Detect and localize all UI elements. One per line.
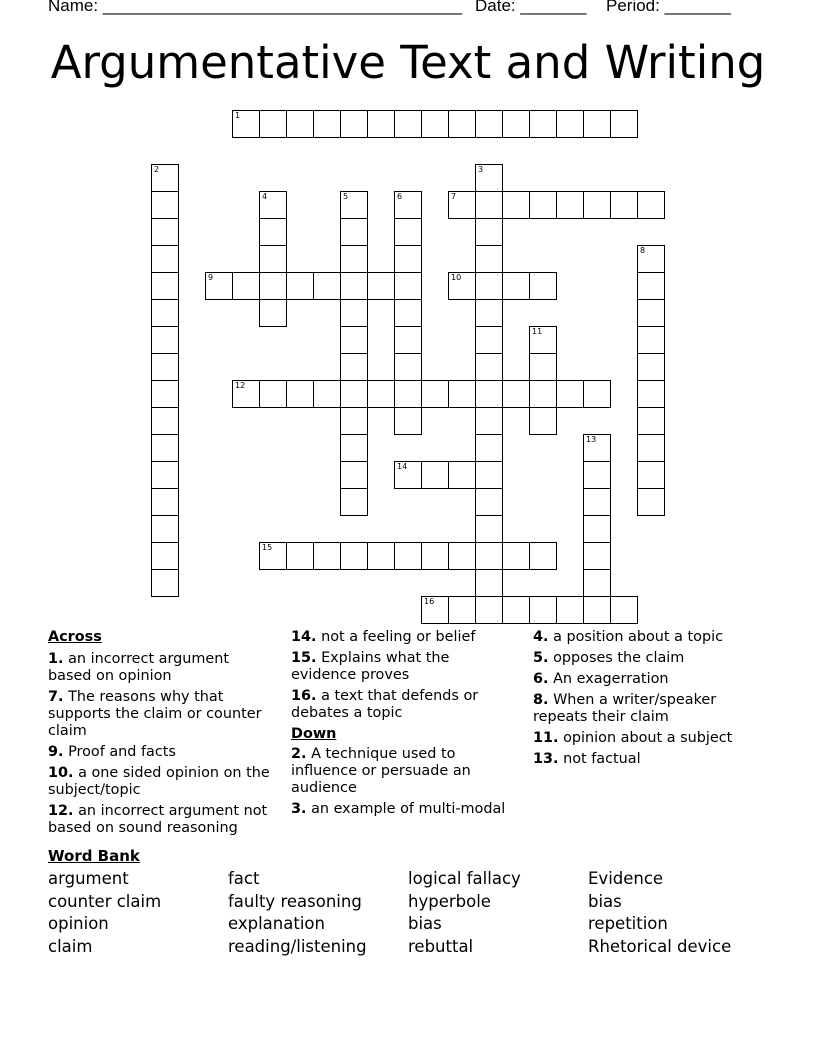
crossword-cell[interactable]	[637, 461, 665, 489]
crossword-cell[interactable]	[475, 245, 503, 273]
crossword-cell[interactable]	[556, 110, 584, 138]
cell-number: 13	[586, 435, 597, 444]
crossword-cell[interactable]	[448, 110, 476, 138]
clue-number: 5.	[533, 650, 549, 666]
cell-number: 12	[235, 381, 246, 390]
crossword-cell[interactable]	[637, 380, 665, 408]
crossword-cell[interactable]	[151, 380, 179, 408]
crossword-cell[interactable]	[637, 326, 665, 354]
word-bank-item: logical fallacy	[408, 869, 521, 888]
crossword-cell[interactable]	[583, 488, 611, 516]
crossword-cell[interactable]	[340, 191, 368, 219]
crossword-cell[interactable]	[151, 272, 179, 300]
cell-number: 14	[397, 462, 408, 471]
crossword-cell[interactable]	[475, 461, 503, 489]
clue-across-9	[48, 744, 276, 761]
crossword-cell[interactable]	[151, 353, 179, 381]
crossword-cell[interactable]	[259, 218, 287, 246]
crossword-cell[interactable]	[259, 542, 287, 570]
word-bank-item: Rhetorical device	[588, 937, 732, 956]
word-bank-item: bias	[408, 914, 442, 933]
crossword-cell[interactable]	[151, 461, 179, 489]
crossword-cell[interactable]	[313, 272, 341, 300]
crossword-cell[interactable]	[394, 461, 422, 489]
crossword-cell[interactable]	[502, 110, 530, 138]
crossword-cell[interactable]	[502, 191, 530, 219]
crossword-cell[interactable]	[502, 596, 530, 624]
across-heading: Across	[48, 629, 102, 645]
crossword-cell[interactable]	[610, 110, 638, 138]
clue-down-13	[533, 751, 773, 768]
clue-number: 15.	[291, 650, 317, 666]
crossword-cell[interactable]	[475, 110, 503, 138]
crossword-cell[interactable]	[421, 542, 449, 570]
crossword-cell[interactable]	[367, 272, 395, 300]
clue-across-16	[291, 688, 509, 722]
clue-text: an incorrect argument based on opinion	[48, 651, 230, 684]
crossword-cell[interactable]	[475, 326, 503, 354]
crossword-cell[interactable]	[394, 218, 422, 246]
crossword-cell[interactable]	[313, 542, 341, 570]
cell-number: 3	[478, 165, 484, 174]
clue-down-2	[291, 746, 509, 797]
crossword-cell[interactable]	[475, 434, 503, 462]
crossword-cell[interactable]	[394, 380, 422, 408]
clue-text: An exagerration	[553, 671, 669, 687]
crossword-cell[interactable]	[448, 596, 476, 624]
name-field-label: Name: ______________________________________	[48, 0, 463, 15]
crossword-cell[interactable]	[151, 515, 179, 543]
cell-number: 10	[451, 273, 462, 282]
period-field-label: Period: _______	[606, 0, 731, 15]
word-bank-item: counter claim	[48, 892, 162, 911]
crossword-cell[interactable]	[259, 245, 287, 273]
crossword-cell[interactable]	[394, 245, 422, 273]
clue-text: A technique used to influence or persuade an audience	[291, 746, 471, 796]
clue-number: 12.	[48, 803, 74, 819]
crossword-cell[interactable]	[475, 191, 503, 219]
cell-number: 6	[397, 192, 403, 201]
crossword-cell[interactable]	[232, 110, 260, 138]
crossword-cell[interactable]	[340, 353, 368, 381]
crossword-cell[interactable]	[394, 326, 422, 354]
clue-text: When a writer/speaker repeats their claim	[533, 692, 717, 725]
clue-down-6	[533, 671, 773, 688]
crossword-cell[interactable]	[583, 569, 611, 597]
crossword-cell[interactable]	[286, 110, 314, 138]
word-bank-item: claim	[48, 937, 93, 956]
clue-number: 9.	[48, 744, 64, 760]
crossword-cell[interactable]	[151, 542, 179, 570]
crossword-cell[interactable]	[340, 245, 368, 273]
clue-number: 8.	[533, 692, 549, 708]
crossword-cell[interactable]	[502, 542, 530, 570]
crossword-cell[interactable]	[151, 191, 179, 219]
clue-text: Proof and facts	[68, 744, 176, 760]
word-bank-item: bias	[588, 892, 622, 911]
clue-across-1	[48, 651, 276, 685]
clue-text: not a feeling or belief	[321, 629, 476, 645]
cell-number: 11	[532, 327, 543, 336]
crossword-cell[interactable]	[259, 191, 287, 219]
crossword-cell[interactable]	[151, 164, 179, 192]
crossword-cell[interactable]	[448, 191, 476, 219]
word-bank-item: reading/listening	[228, 937, 367, 956]
crossword-cell[interactable]	[232, 380, 260, 408]
crossword-cell[interactable]	[529, 272, 557, 300]
cell-number: 1	[235, 111, 241, 120]
crossword-cell[interactable]	[583, 380, 611, 408]
crossword-cell[interactable]	[421, 110, 449, 138]
cell-number: 15	[262, 543, 273, 552]
crossword-cell[interactable]	[637, 488, 665, 516]
crossword-cell[interactable]	[529, 110, 557, 138]
cell-number: 16	[424, 597, 435, 606]
clue-text: an incorrect argument not based on sound reasoning	[48, 803, 268, 836]
crossword-cell[interactable]	[340, 218, 368, 246]
crossword-cell[interactable]	[313, 110, 341, 138]
crossword-cell[interactable]	[583, 542, 611, 570]
clue-text: The reasons why that supports the claim or counter claim	[48, 689, 262, 739]
crossword-cell[interactable]	[340, 326, 368, 354]
crossword-cell[interactable]	[610, 596, 638, 624]
crossword-cell[interactable]	[340, 110, 368, 138]
clue-across-7	[48, 689, 276, 740]
cell-number: 2	[154, 165, 160, 174]
crossword-cell[interactable]	[286, 542, 314, 570]
clue-number: 6.	[533, 671, 549, 687]
word-bank-item: faulty reasoning	[228, 892, 362, 911]
clue-text: a text that defends or debates a topic	[291, 688, 479, 721]
clues-column-2	[291, 629, 509, 822]
crossword-cell[interactable]	[637, 191, 665, 219]
crossword-cell[interactable]	[583, 191, 611, 219]
crossword-cell[interactable]	[394, 542, 422, 570]
crossword-cell[interactable]	[205, 272, 233, 300]
crossword-cell[interactable]	[529, 542, 557, 570]
crossword-cell[interactable]	[610, 191, 638, 219]
crossword-cell[interactable]	[502, 380, 530, 408]
crossword-cell[interactable]	[502, 272, 530, 300]
crossword-cell[interactable]	[529, 326, 557, 354]
crossword-cell[interactable]	[340, 542, 368, 570]
word-bank-item: fact	[228, 869, 260, 888]
word-bank-item: explanation	[228, 914, 325, 933]
crossword-cell[interactable]	[583, 434, 611, 462]
crossword-cell[interactable]	[151, 326, 179, 354]
crossword-cell[interactable]	[367, 380, 395, 408]
clue-down-3	[291, 801, 509, 818]
crossword-cell[interactable]	[394, 191, 422, 219]
crossword-cell[interactable]	[394, 110, 422, 138]
clue-number: 7.	[48, 689, 64, 705]
crossword-cell[interactable]	[151, 434, 179, 462]
crossword-cell[interactable]	[475, 164, 503, 192]
crossword-cell[interactable]	[637, 407, 665, 435]
crossword-cell[interactable]	[259, 299, 287, 327]
crossword-cell[interactable]	[394, 353, 422, 381]
crossword-cell[interactable]	[394, 407, 422, 435]
crossword-cell[interactable]	[475, 596, 503, 624]
crossword-cell[interactable]	[151, 245, 179, 273]
clue-number: 10.	[48, 765, 74, 781]
crossword-cell[interactable]	[475, 299, 503, 327]
clue-across-15	[291, 650, 509, 684]
crossword-cell[interactable]	[475, 380, 503, 408]
crossword-cell[interactable]	[475, 569, 503, 597]
word-bank-item: repetition	[588, 914, 668, 933]
clue-number: 1.	[48, 651, 64, 667]
crossword-cell[interactable]	[529, 380, 557, 408]
crossword-cell[interactable]	[556, 596, 584, 624]
crossword-cell[interactable]	[583, 110, 611, 138]
word-bank-item: hyperbole	[408, 892, 491, 911]
crossword-cell[interactable]	[475, 218, 503, 246]
crossword-cell[interactable]	[448, 542, 476, 570]
clue-text: opposes the claim	[553, 650, 685, 666]
clue-number: 2.	[291, 746, 307, 762]
crossword-cell[interactable]	[367, 110, 395, 138]
crossword-cell[interactable]	[394, 299, 422, 327]
clue-down-8	[533, 692, 773, 726]
cell-number: 9	[208, 273, 214, 282]
crossword-cell[interactable]	[448, 461, 476, 489]
crossword-cell[interactable]	[151, 299, 179, 327]
crossword-cell[interactable]	[151, 569, 179, 597]
word-bank-heading: Word Bank	[48, 847, 140, 865]
clue-across-10	[48, 765, 276, 799]
clue-number: 16.	[291, 688, 317, 704]
crossword-cell[interactable]	[340, 488, 368, 516]
cell-number: 7	[451, 192, 457, 201]
crossword-cell[interactable]	[475, 542, 503, 570]
crossword-cell[interactable]	[529, 407, 557, 435]
crossword-cell[interactable]	[637, 272, 665, 300]
crossword-cell[interactable]	[475, 515, 503, 543]
crossword-cell[interactable]	[394, 272, 422, 300]
crossword-cell[interactable]	[340, 434, 368, 462]
word-bank-item: argument	[48, 869, 129, 888]
crossword-cell[interactable]	[340, 272, 368, 300]
clue-text: opinion about a subject	[563, 730, 733, 746]
crossword-cell[interactable]	[475, 488, 503, 516]
clue-across-14	[291, 629, 509, 646]
clue-text: not factual	[563, 751, 641, 767]
crossword-cell[interactable]	[151, 488, 179, 516]
crossword-cell[interactable]	[448, 272, 476, 300]
crossword-cell[interactable]	[151, 407, 179, 435]
crossword-cell[interactable]	[448, 380, 476, 408]
crossword-cell[interactable]	[529, 353, 557, 381]
crossword-cell[interactable]	[529, 596, 557, 624]
crossword-cell[interactable]	[286, 380, 314, 408]
crossword-cell[interactable]	[259, 272, 287, 300]
crossword-cell[interactable]	[583, 515, 611, 543]
word-bank-item: rebuttal	[408, 937, 474, 956]
clue-number: 4.	[533, 629, 549, 645]
crossword-cell[interactable]	[556, 380, 584, 408]
crossword-cell[interactable]	[637, 434, 665, 462]
page-title: Argumentative Text and Writing	[50, 36, 766, 89]
crossword-cell[interactable]	[259, 380, 287, 408]
crossword-cell[interactable]	[151, 218, 179, 246]
clue-number: 11.	[533, 730, 559, 746]
crossword-cell[interactable]	[421, 461, 449, 489]
cell-number: 4	[262, 192, 268, 201]
clue-text: Explains what the evidence proves	[291, 650, 450, 683]
crossword-cell[interactable]	[340, 407, 368, 435]
crossword-cell[interactable]	[529, 191, 557, 219]
crossword-cell[interactable]	[583, 461, 611, 489]
crossword-cell[interactable]	[421, 380, 449, 408]
crossword-cell[interactable]	[475, 272, 503, 300]
word-bank-item: Evidence	[588, 869, 664, 888]
crossword-cell[interactable]	[286, 272, 314, 300]
clue-number: 14.	[291, 629, 317, 645]
crossword-cell[interactable]	[259, 110, 287, 138]
cell-number: 5	[343, 192, 349, 201]
crossword-cell[interactable]	[475, 353, 503, 381]
down-heading: Down	[291, 726, 337, 742]
clue-number: 3.	[291, 801, 307, 817]
cell-number: 8	[640, 246, 646, 255]
crossword-cell[interactable]	[637, 245, 665, 273]
clue-text: a position about a topic	[553, 629, 724, 645]
clue-text: a one sided opinion on the subject/topic	[48, 765, 270, 798]
crossword-cell[interactable]	[232, 272, 260, 300]
down-clues-column-3	[533, 629, 773, 772]
crossword-cell[interactable]	[340, 380, 368, 408]
across-clues-column-1	[48, 629, 276, 841]
crossword-cell[interactable]	[556, 191, 584, 219]
clue-across-12	[48, 803, 276, 837]
crossword-cell[interactable]	[367, 542, 395, 570]
crossword-cell[interactable]	[421, 596, 449, 624]
clue-down-5	[533, 650, 773, 667]
date-field-label: Date: _______	[475, 0, 587, 15]
crossword-cell[interactable]	[637, 299, 665, 327]
crossword-cell[interactable]	[340, 461, 368, 489]
crossword-cell[interactable]	[583, 596, 611, 624]
clue-text: an example of multi-modal	[311, 801, 506, 817]
crossword-cell[interactable]	[340, 299, 368, 327]
clue-down-11	[533, 730, 773, 747]
crossword-cell[interactable]	[475, 407, 503, 435]
clue-number: 13.	[533, 751, 559, 767]
crossword-cell[interactable]	[637, 353, 665, 381]
word-bank-item: opinion	[48, 914, 109, 933]
clue-down-4	[533, 629, 773, 646]
crossword-cell[interactable]	[313, 380, 341, 408]
